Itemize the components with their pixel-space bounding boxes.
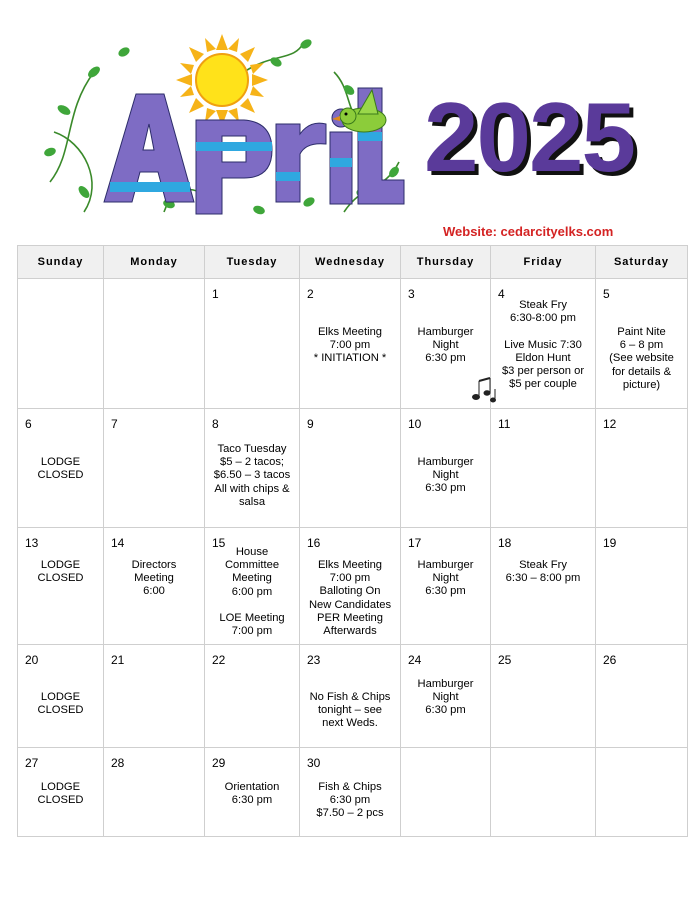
day-number: 5 xyxy=(603,287,610,301)
event-line: Balloting On xyxy=(319,585,381,598)
event-line: Meeting xyxy=(232,572,272,585)
day-number: 21 xyxy=(111,653,125,667)
day-number: 8 xyxy=(212,417,219,431)
weekday-tuesday: Tuesday xyxy=(205,246,300,279)
event-line: Night xyxy=(432,572,459,585)
day-cell-14[interactable] xyxy=(104,528,205,645)
event-text xyxy=(403,678,488,718)
day-cell-5[interactable] xyxy=(596,279,688,409)
day-cell-23[interactable] xyxy=(300,645,401,748)
day-number: 25 xyxy=(498,653,512,667)
event-line xyxy=(207,599,297,612)
april-header-art xyxy=(44,32,406,218)
empty-day-cell xyxy=(104,279,205,409)
weekday-header-row xyxy=(18,246,688,279)
event-line: 6 – 8 pm xyxy=(619,339,664,352)
weekday-friday: Friday xyxy=(491,246,596,279)
day-cell-18[interactable] xyxy=(491,528,596,645)
event-line: PER Meeting xyxy=(317,611,383,624)
event-line: Elks Meeting xyxy=(317,559,383,571)
event-line: LODGE xyxy=(40,456,81,468)
event-line: $7.50 – 2 pcs xyxy=(316,807,384,820)
day-cell-24[interactable] xyxy=(401,645,491,748)
event-line: Steak Fry xyxy=(519,299,567,311)
event-line: LODGE xyxy=(40,781,81,793)
weekday-wednesday: Wednesday xyxy=(300,246,401,279)
event-line: All with chips & xyxy=(214,482,290,495)
day-number: 17 xyxy=(408,536,422,550)
day-cell-15[interactable] xyxy=(205,528,300,645)
weekday-thursday: Thursday xyxy=(401,246,491,279)
event-line: * INITIATION * xyxy=(313,352,387,365)
week-row xyxy=(18,409,688,528)
event-text xyxy=(207,546,297,638)
weekday-monday: Monday xyxy=(104,246,205,279)
event-line: CLOSED xyxy=(37,572,84,585)
event-line: Directors xyxy=(131,559,177,571)
event-line: tonight – see xyxy=(317,704,383,717)
day-cell-1[interactable] xyxy=(205,279,300,409)
event-line: Live Music 7:30 xyxy=(504,338,582,351)
day-number: 11 xyxy=(498,417,511,431)
day-number: 19 xyxy=(603,536,617,550)
day-cell-27[interactable] xyxy=(18,748,104,837)
website-link[interactable]: Website: cedarcityelks.com xyxy=(443,224,614,239)
empty-day-cell xyxy=(401,748,491,837)
event-line: picture) xyxy=(622,378,661,391)
day-number: 22 xyxy=(212,653,226,667)
week-row xyxy=(18,528,688,645)
day-number: 29 xyxy=(212,756,226,770)
event-line: Committee xyxy=(224,559,280,572)
event-line: next Weds. xyxy=(322,717,378,730)
event-text xyxy=(302,781,398,821)
event-line: 6:00 pm xyxy=(231,585,273,598)
day-cell-28[interactable] xyxy=(104,748,205,837)
weekday-saturday: Saturday xyxy=(596,246,688,279)
event-line: LODGE xyxy=(40,691,81,703)
event-text xyxy=(20,691,101,717)
event-line: Night xyxy=(432,691,459,704)
event-line: CLOSED xyxy=(37,704,84,717)
event-line: Night xyxy=(432,469,459,482)
day-cell-16[interactable] xyxy=(300,528,401,645)
event-text xyxy=(403,456,488,496)
weekday-sunday: Sunday xyxy=(18,246,104,279)
day-number: 12 xyxy=(603,417,617,431)
event-text xyxy=(207,443,297,509)
day-number: 16 xyxy=(307,536,321,550)
day-cell-3[interactable] xyxy=(401,279,491,409)
day-cell-2[interactable] xyxy=(300,279,401,409)
event-text xyxy=(20,559,101,585)
empty-day-cell xyxy=(491,748,596,837)
day-number: 4 xyxy=(498,287,505,301)
event-line: 6:30 pm xyxy=(425,704,466,717)
event-line: Eldon Hunt xyxy=(515,351,571,364)
event-line: 6:00 xyxy=(143,585,165,598)
week-row xyxy=(18,645,688,748)
day-number: 7 xyxy=(111,417,118,431)
event-line: LOE Meeting xyxy=(219,612,285,625)
day-cell-25[interactable] xyxy=(491,645,596,748)
event-line: House xyxy=(235,546,269,558)
day-cell-30[interactable] xyxy=(300,748,401,837)
event-line: 6:30 pm xyxy=(425,585,466,598)
event-line: LODGE xyxy=(40,559,81,571)
event-line: Fish & Chips xyxy=(318,781,382,793)
event-text xyxy=(106,559,202,599)
event-line: 7:00 pm xyxy=(231,625,273,638)
event-line: CLOSED xyxy=(37,794,84,807)
day-number: 3 xyxy=(408,287,415,301)
day-number: 9 xyxy=(307,417,314,431)
day-cell-20[interactable] xyxy=(18,645,104,748)
event-line: Orientation xyxy=(224,781,280,793)
week-row xyxy=(18,748,688,837)
event-line: $3 per person or xyxy=(501,365,585,378)
event-text xyxy=(403,326,488,366)
day-number: 26 xyxy=(603,653,617,667)
day-cell-4[interactable] xyxy=(491,279,596,409)
event-text xyxy=(207,781,297,807)
day-number: 10 xyxy=(408,417,422,431)
day-cell-6[interactable] xyxy=(18,409,104,528)
day-cell-17[interactable] xyxy=(401,528,491,645)
event-text xyxy=(302,691,398,731)
event-line: Hamburger xyxy=(417,678,474,690)
event-line: Taco Tuesday xyxy=(217,443,287,455)
day-cell-9[interactable] xyxy=(300,409,401,528)
day-number: 28 xyxy=(111,756,125,770)
event-line: Paint Nite xyxy=(617,326,666,338)
day-cell-29[interactable] xyxy=(205,748,300,837)
event-line: 7:00 pm xyxy=(329,339,371,352)
day-cell-22[interactable] xyxy=(205,645,300,748)
day-cell-11[interactable] xyxy=(491,409,596,528)
calendar-grid xyxy=(17,245,688,837)
day-number: 14 xyxy=(111,536,125,550)
event-line: 6:30 pm xyxy=(231,794,273,807)
day-number: 15 xyxy=(212,536,226,550)
event-line: Meeting xyxy=(134,572,174,585)
event-line: 7:00 pm xyxy=(329,572,371,585)
event-text xyxy=(493,299,593,391)
event-line: for details & xyxy=(611,365,672,378)
event-line: salsa xyxy=(238,495,266,508)
event-line: Steak Fry xyxy=(519,559,567,571)
event-text xyxy=(403,559,488,599)
event-line: CLOSED xyxy=(37,469,84,482)
day-number: 24 xyxy=(408,653,422,667)
day-number: 2 xyxy=(307,287,314,301)
event-line: 6:30-8:00 pm xyxy=(510,312,576,325)
event-line: No Fish & Chips xyxy=(309,691,391,703)
event-line: 6:30 pm xyxy=(425,352,466,365)
day-cell-13[interactable] xyxy=(18,528,104,645)
day-cell-19[interactable] xyxy=(596,528,688,645)
day-cell-12[interactable] xyxy=(596,409,688,528)
event-line: Hamburger xyxy=(417,456,474,468)
day-number: 20 xyxy=(25,653,39,667)
event-text xyxy=(302,559,398,638)
event-line: 6:30 pm xyxy=(425,482,466,495)
year-title: 2025 xyxy=(424,82,635,192)
event-text xyxy=(20,456,101,482)
week-row xyxy=(18,279,688,409)
event-line: Hamburger xyxy=(417,559,474,571)
event-line: Elks Meeting xyxy=(317,326,383,338)
day-cell-7[interactable] xyxy=(104,409,205,528)
day-number: 13 xyxy=(25,536,39,550)
event-line: Afterwards xyxy=(323,625,377,638)
event-line: Night xyxy=(432,339,459,352)
day-cell-21[interactable] xyxy=(104,645,205,748)
day-number: 23 xyxy=(307,653,321,667)
day-number: 30 xyxy=(307,756,321,770)
event-line: 6:30 pm xyxy=(329,794,371,807)
event-line xyxy=(493,325,593,338)
event-text xyxy=(20,781,101,807)
event-text xyxy=(598,326,685,392)
event-line: New Candidates xyxy=(308,598,392,611)
event-line: $5 per couple xyxy=(509,378,577,391)
event-line: (See website xyxy=(609,352,674,365)
empty-day-cell xyxy=(18,279,104,409)
day-number: 18 xyxy=(498,536,512,550)
event-line: $5 – 2 tacos; xyxy=(219,456,285,469)
day-cell-26[interactable] xyxy=(596,645,688,748)
day-cell-8[interactable] xyxy=(205,409,300,528)
event-line: Hamburger xyxy=(417,326,474,338)
event-text xyxy=(302,326,398,366)
day-cell-10[interactable] xyxy=(401,409,491,528)
event-line: 6:30 – 8:00 pm xyxy=(505,572,581,585)
event-text xyxy=(493,559,593,585)
day-number: 1 xyxy=(212,287,219,301)
day-number: 27 xyxy=(25,756,39,770)
event-line: $6.50 – 3 tacos xyxy=(213,469,291,482)
day-number: 6 xyxy=(25,417,32,431)
empty-day-cell xyxy=(596,748,688,837)
